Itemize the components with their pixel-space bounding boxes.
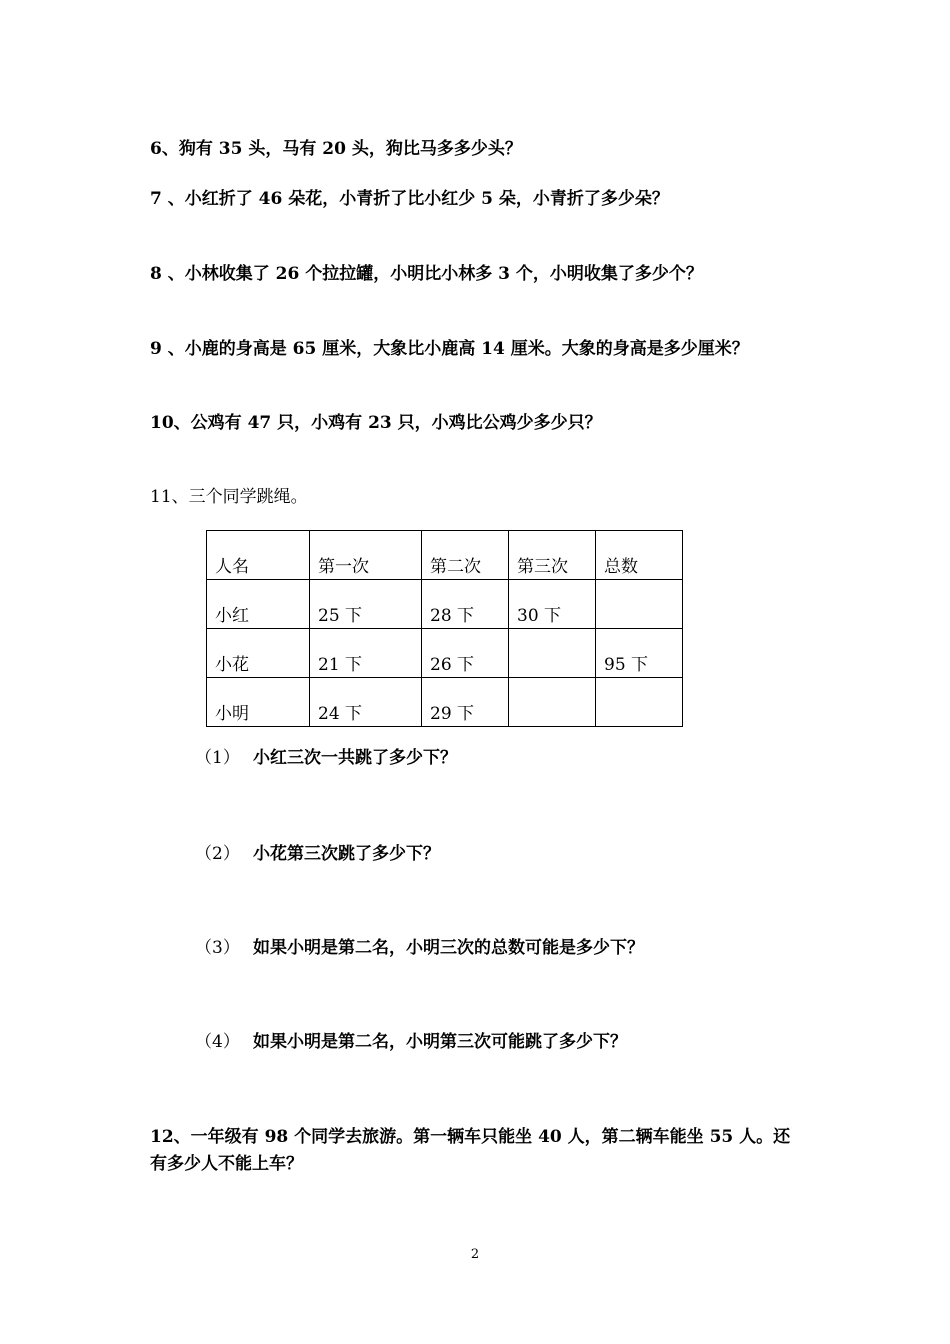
- table-cell: 95 下: [596, 629, 683, 678]
- table-cell: 24 下: [310, 678, 422, 727]
- subquestion-4: [195, 1030, 627, 1054]
- table-header-cell: 第三次: [509, 531, 596, 580]
- subquestion-2: [195, 842, 440, 866]
- table-header-cell: 第一次: [310, 531, 422, 580]
- question-8: 8 、小林收集了 26 个拉拉罐，小明比小林多 3 个，小明收集了多少个？: [150, 264, 703, 284]
- subquestion-text: 如果小明是第二名，小明三次的总数可能是多少下？: [253, 938, 644, 958]
- table-row: [207, 629, 683, 678]
- subquestion-number: （2）: [195, 844, 240, 864]
- jump-rope-table: [206, 530, 683, 727]
- page-number: 2: [470, 1247, 480, 1262]
- table-cell: 28 下: [422, 580, 509, 629]
- table-cell: 小明: [207, 678, 310, 727]
- table-cell: 小红: [207, 580, 310, 629]
- question-6: 6、狗有 35 头，马有 20 头，狗比马多多少头？: [150, 139, 522, 159]
- question-11: 11、三个同学跳绳。: [150, 487, 308, 507]
- subquestion-text: 小花第三次跳了多少下？: [253, 844, 440, 864]
- table-header-cell: 总数: [596, 531, 683, 580]
- table-cell: [509, 629, 596, 678]
- table-header-cell: 第二次: [422, 531, 509, 580]
- table-header-cell: 人名: [207, 531, 310, 580]
- subquestion-text: 如果小明是第二名，小明第三次可能跳了多少下？: [253, 1032, 627, 1052]
- subquestion-text: 小红三次一共跳了多少下？: [253, 748, 457, 768]
- table-cell: [596, 678, 683, 727]
- table-cell: [596, 580, 683, 629]
- question-10: 10、公鸡有 47 只，小鸡有 23 只，小鸡比公鸡少多少只？: [150, 413, 602, 433]
- table-row: [207, 580, 683, 629]
- table-header-row: [207, 531, 683, 580]
- question-12-line-1: 12、一年级有 98 个同学去旅游。第一辆车只能坐 40 人，第二辆车能坐 55 人。还: [150, 1127, 791, 1147]
- table-cell: 26 下: [422, 629, 509, 678]
- subquestion-number: （4）: [195, 1032, 240, 1052]
- question-12-line-2: 有多少人不能上车？: [150, 1154, 303, 1174]
- table-row: [207, 678, 683, 727]
- table-cell: 小花: [207, 629, 310, 678]
- table-cell: [509, 678, 596, 727]
- question-9: 9 、小鹿的身高是 65 厘米，大象比小鹿高 14 厘米。大象的身高是多少厘米？: [150, 339, 749, 359]
- question-7: 7 、小红折了 46 朵花，小青折了比小红少 5 朵，小青折了多少朵？: [150, 189, 669, 209]
- table-cell: 30 下: [509, 580, 596, 629]
- table-cell: 29 下: [422, 678, 509, 727]
- subquestion-3: [195, 936, 644, 960]
- subquestion-1: [195, 746, 457, 770]
- subquestion-number: （1）: [195, 748, 240, 768]
- table-cell: 25 下: [310, 580, 422, 629]
- subquestion-number: （3）: [195, 938, 240, 958]
- table-cell: 21 下: [310, 629, 422, 678]
